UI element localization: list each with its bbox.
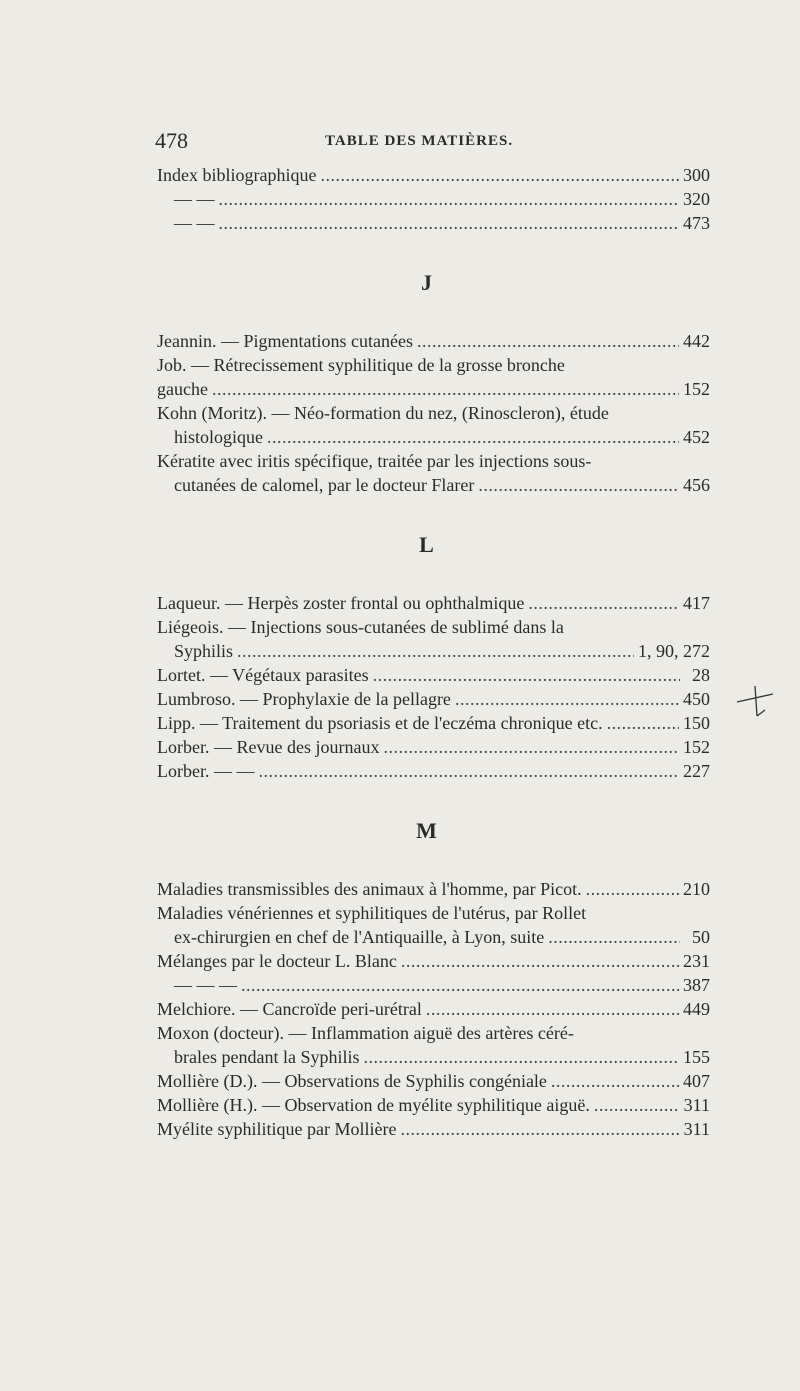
entry-page: 311 [683, 1095, 710, 1115]
dot-leader [478, 473, 679, 497]
entry-page: 407 [683, 1071, 710, 1091]
index-list [157, 163, 710, 1141]
index-entry [157, 163, 710, 187]
entry-text: Maladies transmissibles des animaux à l'homme, par Picot. [157, 879, 582, 899]
entry-page: 152 [683, 737, 710, 757]
section-letter-m: M [416, 818, 437, 843]
entry-page: 155 [683, 1047, 710, 1067]
dot-leader [219, 211, 680, 235]
dot-leader [363, 1045, 679, 1069]
index-entry-continuation [157, 473, 710, 497]
entry-page: 311 [683, 1119, 710, 1139]
index-entry [157, 353, 710, 377]
page-number: 478 [155, 128, 188, 153]
dot-leader [455, 687, 679, 711]
entry-page: 300 [683, 165, 710, 185]
index-entry-continuation [157, 1045, 710, 1069]
entry-page: 442 [683, 331, 710, 351]
entry-text: ex-chirurgien en chef de l'Antiquaille, à Lyon, suite [174, 927, 545, 947]
dot-leader [586, 877, 679, 901]
entry-text: Lorber. — — [157, 761, 255, 781]
entry-text: cutanées de calomel, par le docteur Flarer [174, 475, 475, 495]
entry-text: Job. — Rétrecissement syphilitique de la grosse bronche [157, 355, 565, 375]
index-entry [157, 687, 710, 711]
dot-leader [400, 1117, 679, 1141]
index-entry [157, 663, 710, 687]
entry-page: 320 [683, 189, 710, 209]
entry-text: Mollière (D.). — Observations de Syphilis congéniale [157, 1071, 547, 1091]
entry-text: Kohn (Moritz). — Néo-formation du nez, (Rinoscleron), étude [157, 403, 609, 423]
dot-leader [548, 925, 680, 949]
dot-leader [551, 1069, 679, 1093]
entry-text: Mollière (H.). — Observation de myélite syphilitique aiguë. [157, 1095, 590, 1115]
entry-page: 456 [683, 475, 710, 495]
entry-text: Lorber. — Revue des journaux [157, 737, 380, 757]
entry-text: Syphilis [174, 641, 234, 661]
entry-text: Lumbroso. — Prophylaxie de la pellagre [157, 689, 451, 709]
index-entry-continuation [157, 925, 710, 949]
index-entry-continuation [157, 377, 710, 401]
entry-text: Mélanges par le docteur L. Blanc [157, 951, 397, 971]
dot-leader [383, 735, 679, 759]
index-entry [157, 949, 710, 973]
entry-text: Liégeois. — Injections sous-cutanées de sublimé dans la [157, 617, 564, 637]
entry-text: histologique [174, 427, 263, 447]
dot-leader [237, 639, 634, 663]
entry-text: Myélite syphilitique par Mollière [157, 1119, 397, 1139]
index-entry [157, 449, 710, 473]
dot-leader [417, 329, 679, 353]
entry-page: 150 [683, 713, 710, 733]
entry-text: brales pendant la Syphilis [174, 1047, 360, 1067]
dot-leader [401, 949, 679, 973]
running-head: TABLE DES MATIÈRES. [325, 133, 514, 149]
dot-leader [258, 759, 679, 783]
entry-page: 231 [683, 951, 710, 971]
dot-leader [320, 163, 679, 187]
index-entry [157, 997, 710, 1021]
pencil-cross-mark [735, 680, 775, 720]
entry-page: 449 [683, 999, 710, 1019]
index-entry-continuation [157, 639, 710, 663]
dot-leader [267, 425, 679, 449]
entry-page: 152 [683, 379, 710, 399]
index-entry [157, 735, 710, 759]
index-entry [157, 1093, 710, 1117]
entry-text: Lipp. — Traitement du psoriasis et de l'eczéma chronique etc. [157, 713, 603, 733]
dot-leader [212, 377, 679, 401]
entry-text: — — [174, 189, 215, 209]
index-entry [157, 211, 710, 235]
page-header [155, 128, 710, 158]
section-letter-l: L [419, 532, 434, 557]
index-entry [157, 591, 710, 615]
index-entry [157, 711, 710, 735]
dot-leader [607, 711, 679, 735]
entry-text: gauche [157, 379, 208, 399]
index-entry [157, 877, 710, 901]
dot-leader [528, 591, 679, 615]
entry-text: Moxon (docteur). — Inflammation aiguë des artères céré- [157, 1023, 574, 1043]
entry-page: 452 [683, 427, 710, 447]
dot-leader [219, 187, 680, 211]
dot-leader [426, 997, 679, 1021]
index-entry [157, 1117, 710, 1141]
entry-page: 210 [683, 879, 710, 899]
entry-page: 50 [692, 927, 710, 947]
entry-text: Jeannin. — Pigmentations cutanées [157, 331, 413, 351]
entry-text: Lortet. — Végétaux parasites [157, 665, 369, 685]
section-letter-j: J [421, 270, 432, 295]
index-entry-continuation [157, 425, 710, 449]
entry-text: Maladies vénériennes et syphilitiques de l'utérus, par Rollet [157, 903, 587, 923]
dot-leader [594, 1093, 680, 1117]
entry-page: 1, 90, 272 [638, 641, 710, 661]
entry-text: — — [174, 213, 215, 233]
entry-text: Index bibliographique [157, 165, 317, 185]
entry-page: 387 [683, 975, 710, 995]
entry-page: 473 [683, 213, 710, 233]
entry-page: 450 [683, 689, 710, 709]
index-entry [157, 615, 710, 639]
entry-page: 227 [683, 761, 710, 781]
dot-leader [241, 973, 679, 997]
index-entry [157, 329, 710, 353]
entry-text: Melchiore. — Cancroïde peri-urétral [157, 999, 422, 1019]
entry-text: — — — [174, 975, 237, 995]
index-entry [157, 1069, 710, 1093]
entry-text: Kératite avec iritis spécifique, traitée par les injections sous- [157, 451, 592, 471]
index-entry [157, 401, 710, 425]
index-entry [157, 901, 710, 925]
index-entry [157, 1021, 710, 1045]
index-entry [157, 187, 710, 211]
index-entry [157, 759, 710, 783]
index-entry [157, 973, 710, 997]
entry-page: 417 [683, 593, 710, 613]
entry-text: Laqueur. — Herpès zoster frontal ou ophthalmique [157, 593, 525, 613]
entry-page: 28 [692, 665, 710, 685]
dot-leader [373, 663, 680, 687]
